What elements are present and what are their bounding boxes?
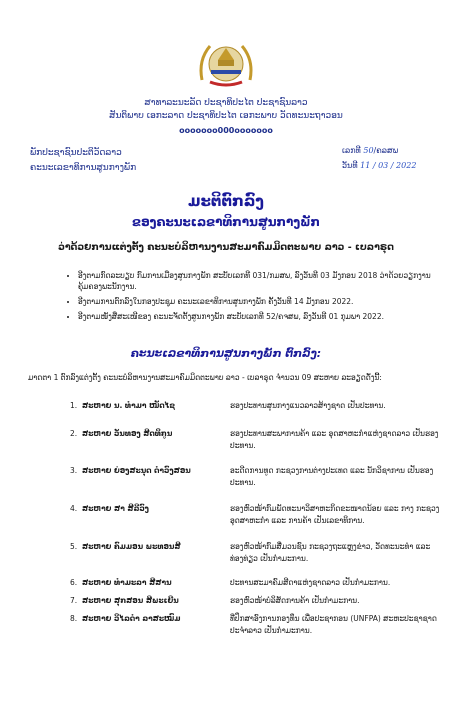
reference-date-label: ວັນທີ [342, 161, 358, 170]
reference-number-suffix: /ຄລສພ [373, 146, 399, 155]
member-role: ຮອງຫົວໜ້າບໍລິສັດການຄ້າ ເປັນກຳມະການ. [230, 596, 360, 605]
member-name: ສະຫາຍ ວິໄລດຳ ລາສະໝົມ [82, 614, 181, 623]
reference-date [342, 161, 416, 170]
member-number: 2. [70, 429, 78, 438]
article-1: ມາດຕາ 1 ຕົກລົງແຕ່ງຕັ້ງ ຄະນະບໍລິຫານງານສະມາຄົມມິດຕະພາບ ລາວ - ເບລາຣຸດ ຈຳນວນ 09 ສະຫາຍ ລະອຽດດັ່ງນີ້: [28, 373, 382, 382]
member-role: ຮອງປະທານສະພາການຄ້າ ແລະ ອຸດສາຫະກຳແຫ່ງຊາດລາວ ເປັນຮອງປະທານ. [230, 429, 439, 450]
member-number: 6. [70, 578, 78, 587]
member-role: ຮອງປະທານສູນກາງແນວລາວສ້າງຊາດ ເປັນປະທານ. [230, 401, 386, 410]
ornament-line: ooooooo000ooooooo [179, 126, 273, 135]
legal-basis-list [68, 270, 438, 326]
reference-number-value: 50 [363, 146, 374, 155]
member-name: ສະຫາຍ ສາ ສີລີວົງ [82, 504, 149, 513]
member-name: ສະຫາຍ ນ. ທຳມາ ໜັດໄຊ [82, 401, 175, 410]
member-role: ຮອງຫົວໜ້າກົມພັດທະນາວິສາຫະກິດຂະໜາດນ້ອຍ ແລະ ກາງ ກະຊວງອຸດສາຫະກຳ ແລະ ການຄ້າ ເປັນເລຂາທິການ. [230, 504, 440, 525]
member-number: 3. [70, 466, 78, 475]
legal-basis-item: • ອີງຕາມການຕົກລົງໃນກອງປະຊຸມ ຄະນະເລຂາທິການສູນກາງພັກ ຄັ້ງວັນທີ 14 ມັງກອນ 2022. [78, 296, 438, 307]
national-emblem-icon [196, 36, 256, 90]
member-name: ສະຫາຍ ຍ່ອງສະນຸດ ດຳວົງສອນ [82, 466, 191, 475]
legal-basis-item: • ອີງຕາມກົດລະບຽບ ກົມການເມືອງສູນກາງພັກ ສະບັບເລກທີ 031/ກມສພ, ລົງວັນທີ 03 ມັງກອນ 2018 ວ່າດ້ວຍວຽກງານຄຸ້ມຄອງພະນັກງານ. [78, 270, 438, 292]
member-role: ຮອງຫົວໜ້າກົມສື່ມວນຊົນ ກະຊວງຖະແຫຼງຂ່າວ, ວັດທະນະທຳ ແລະ ທ່ອງທ່ຽວ ເປັນກຳມະການ. [230, 542, 431, 563]
member-number: 4. [70, 504, 78, 513]
reference-number-label: ເລກທີ [342, 146, 361, 155]
decision-heading: ຄະນະເລຂາທິການສູນກາງພັກ ຕົກລົງ: [130, 347, 322, 360]
member-name: ສະຫາຍ ວັນທອງ ສີດທິກູນ [82, 429, 173, 438]
member-number: 5. [70, 542, 78, 551]
document-title: ມະຕິຕົກລົງ [188, 192, 264, 210]
member-role: ອະດີດການທູດ ກະຊວງການຕ່າງປະເທດ ແລະ ນັກວິຊາການ ເປັນຮອງປະທານ. [230, 466, 434, 487]
document-subject: ວ່າດ້ວຍການແຕ່ງຕັ້ງ ຄະນະບໍລິຫານງານສະມາຄົມມິດຕະພາບ ລາວ - ເບລາຣຸດ [58, 242, 394, 253]
member-name: ສະຫາຍ ຄົມມອນ ພະທອນສີ [82, 542, 181, 551]
reference-date-value: 11 / 03 / 2022 [360, 161, 417, 170]
document-issuer: ຂອງຄະນະເລຂາທິການສູນກາງພັກ [131, 215, 321, 229]
member-number: 1. [70, 401, 78, 410]
legal-basis-item: • ອີງຕາມໜັງສືສະເໜີຂອງ ຄະນະຈັດຕັ້ງສູນກາງພັກ ສະບັບເລກທີ 52/ຄຈສພ, ລົງວັນທີ 01 ກຸມພາ 2022. [78, 311, 438, 322]
member-name: ສະຫາຍ ທຳມະລາ ສີສານ [82, 578, 172, 587]
member-role: ປະທານສະມາຄົມສີດາແຫ່ງຊາດລາວ ເປັນກຳມະການ. [230, 578, 391, 587]
reference-number [342, 146, 398, 155]
member-number: 8. [70, 614, 78, 623]
country-name: ສາທາລະນະລັດ ປະຊາທິປະໄຕ ປະຊາຊົນລາວ [144, 98, 308, 108]
member-role: ທີ່ປຶກສາອົງການກອງທຶນ ເພື່ອປະຊາກອນ (UNFPA) ສະຫະປະຊາຊາດ ປະຈຳລາວ ເປັນກຳມະການ. [230, 614, 437, 635]
org-party: ພັກປະຊາຊົນປະຕິວັດລາວ [30, 148, 122, 158]
national-motto: ສັນຕິພາບ ເອກະລາດ ປະຊາທິປະໄຕ ເອກະພາບ ວັດທະນະຖາວອນ [109, 111, 343, 121]
member-number: 7. [70, 596, 78, 605]
member-name: ສະຫາຍ ສຸກສອນ ສີພະເຍີນ [82, 596, 179, 605]
org-secretariat: ຄະນະເລຂາທິການສູນກາງພັກ [30, 163, 137, 173]
